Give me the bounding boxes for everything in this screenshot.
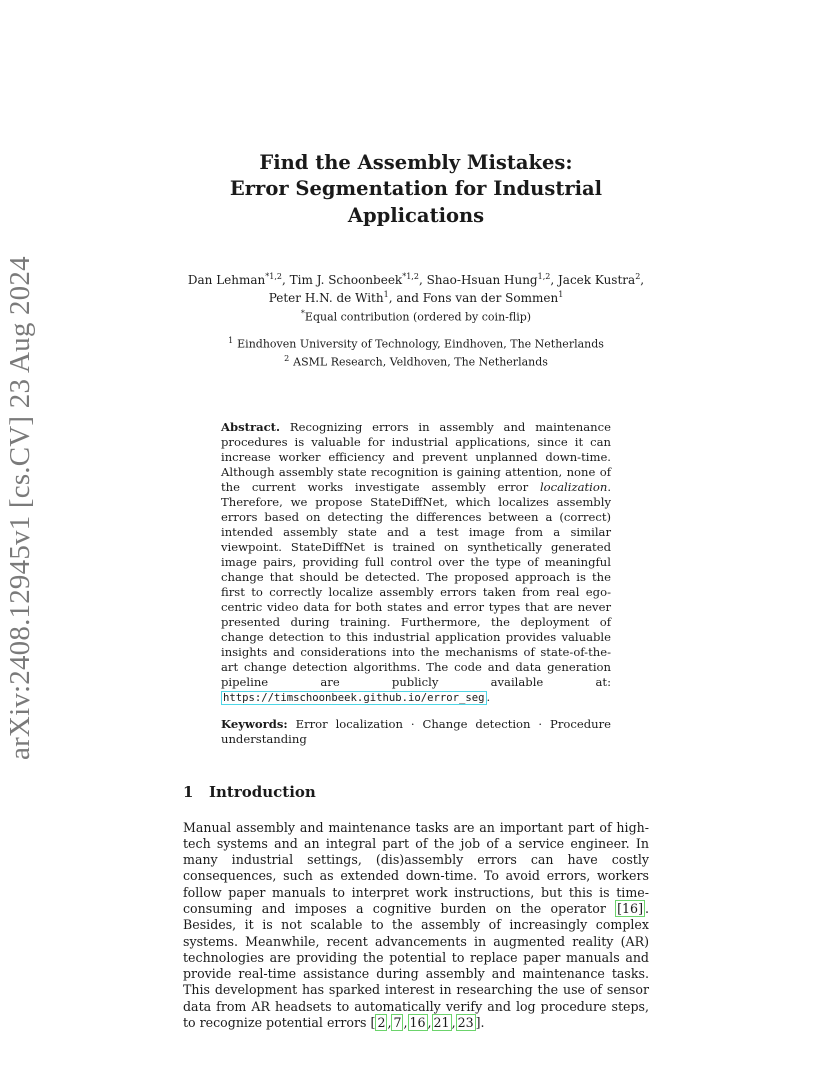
- equal-contribution-note: [183, 309, 649, 324]
- abstract: [221, 420, 611, 706]
- keywords-text: Error localization · Change detection · Procedure understanding: [221, 716, 612, 746]
- affiliation-mark: 2: [284, 354, 290, 364]
- author-affil-mark: 1: [383, 289, 389, 299]
- affiliation: [183, 353, 649, 371]
- section-number: 1: [183, 782, 194, 801]
- keywords-label: Keywords:: [221, 716, 288, 731]
- abstract-label: Abstract.: [221, 419, 281, 434]
- citation-bracket: [: [370, 1015, 376, 1031]
- paper-title: [183, 150, 649, 229]
- author-name: Fons van der Sommen: [422, 290, 559, 305]
- title-line-1: Find the Assembly Mistakes:: [259, 151, 573, 174]
- author-name: Peter H.N. de With: [268, 290, 384, 305]
- author-affil-mark: 2: [635, 271, 641, 281]
- author-list: Dan Lehman$^{*1,2}$, Tim J. Schoonbeek$^{*1,2}$, Shao-Hsuan Hung$^{1,2}$, Jacek Kustra$^2$, Peter H.N. de With$^1$, and Fons van der Sommen$^1$: [187, 271, 645, 305]
- citation-link[interactable]: 21: [433, 1015, 450, 1031]
- keywords: [221, 717, 611, 747]
- affiliation-text: ASML Research, Veldhoven, The Netherlands: [293, 356, 548, 369]
- author-affil-mark: *1,2: [265, 271, 283, 281]
- intro-text: Manual assembly and maintenance tasks are an important part of high-tech systems and an integral part of the job of a service engineer. In many industrial settings, (dis)assembly errors can have costly consequences, such as extended down-time. To avoid errors, workers follow paper manuals to interpret work instructions, but this is time-consuming and imposes a cognitive burden on the operator: [183, 819, 649, 916]
- section-heading: [183, 783, 649, 801]
- section-title: Introduction: [209, 782, 316, 801]
- paper-page: [183, 150, 649, 1031]
- equal-contribution-text: Equal contribution (ordered by coin-flip): [304, 310, 532, 324]
- affiliation-list: [183, 335, 649, 371]
- author-name: Jacek Kustra: [558, 272, 636, 287]
- author-affil-mark: 1: [558, 289, 564, 299]
- citation-link[interactable]: 2: [377, 1015, 386, 1031]
- author-name: Tim J. Schoonbeek: [289, 272, 403, 287]
- affiliation: [183, 335, 649, 353]
- intro-text: . Besides, it is not scalable to the assembly of increasingly complex systems. Meanwhile, recent advancements in augmented reality (AR) technologies are providing the potential to replace paper manuals and provide real-time assistance during assembly and maintenance tasks. This development has sparked interest in researching the use of sensor data from AR headsets to automatically verify and log procedure steps, to recognize potential errors: [183, 900, 649, 1031]
- abstract-text: Recognizing errors in assembly and maintenance procedures is valuable for industrial applications, since it can increase worker efficiency and prevent unplanned down-time. Although assembly state recognition is gaining attention, none of the current works investigate assembly error: [221, 419, 611, 494]
- affiliation-mark: 1: [228, 336, 234, 346]
- citation-link[interactable]: [16]: [617, 900, 643, 916]
- intro-text: .: [480, 1015, 485, 1031]
- author-affil-mark: 1,2: [537, 271, 551, 281]
- title-line-2: Error Segmentation for Industrial Applications: [229, 177, 603, 227]
- arxiv-identifier-stamp: arXiv:2408.12945v1 [cs.CV] 23 Aug 2024: [4, 256, 36, 760]
- author-conjunction: and: [396, 290, 419, 305]
- code-url-link[interactable]: https://timschoonbeek.github.io/error_seg: [223, 691, 485, 704]
- citation-bracket: ]: [475, 1015, 481, 1031]
- author-name: Shao-Hsuan Hung: [426, 272, 538, 287]
- abstract-end: .: [486, 689, 491, 704]
- abstract-emphasis: localization: [539, 479, 608, 494]
- author-name: Dan Lehman: [187, 272, 266, 287]
- equal-contribution-mark: *: [300, 308, 305, 318]
- citation-link[interactable]: 16: [409, 1015, 426, 1031]
- citation-link[interactable]: 7: [393, 1015, 402, 1031]
- introduction-paragraph: Manual assembly and maintenance tasks are an important part of high-tech systems and an integral part of the job of a service engineer. In many industrial settings, (dis)assembly errors can have costly consequences, such as extended down-time. To avoid errors, workers follow paper manuals to interpret work instructions, but this is time-consuming and imposes a cognitive burden on the operator [16] . Besides, it is not scalable to the assembly of increasingly complex systems. Meanwhile, recent advancements in augmented reality (AR) technologies are providing the potential to replace paper manuals and provide real-time assistance during assembly and maintenance tasks. This development has sparked interest in researching the use of sensor data from AR headsets to automatically verify and log procedure steps, to recognize potential errors [ 2 , 7 , 16 , 21 , 23 ].: [183, 819, 649, 1031]
- citation-link[interactable]: 23: [457, 1015, 474, 1031]
- abstract-text: . Therefore, we propose StateDiffNet, which localizes assembly errors based on detecting the differences between a (correct) intended assembly state and a test image from a similar viewpoint. StateDiffNet is trained on synthetically generated image pairs, providing full control over the type of meaningful change that should be detected. The proposed approach is the first to correctly localize assembly errors taken from real ego-centric video data for both states and error types that are never presented during training. Furthermore, the deployment of change detection to this industrial application provides valuable insights and considerations into the mechanisms of state-of-the-art change detection algorithms. The code and data generation pipeline are publicly available at:: [221, 479, 611, 689]
- author-affil-mark: *1,2: [402, 271, 419, 281]
- affiliation-text: Eindhoven University of Technology, Eindhoven, The Netherlands: [237, 337, 604, 351]
